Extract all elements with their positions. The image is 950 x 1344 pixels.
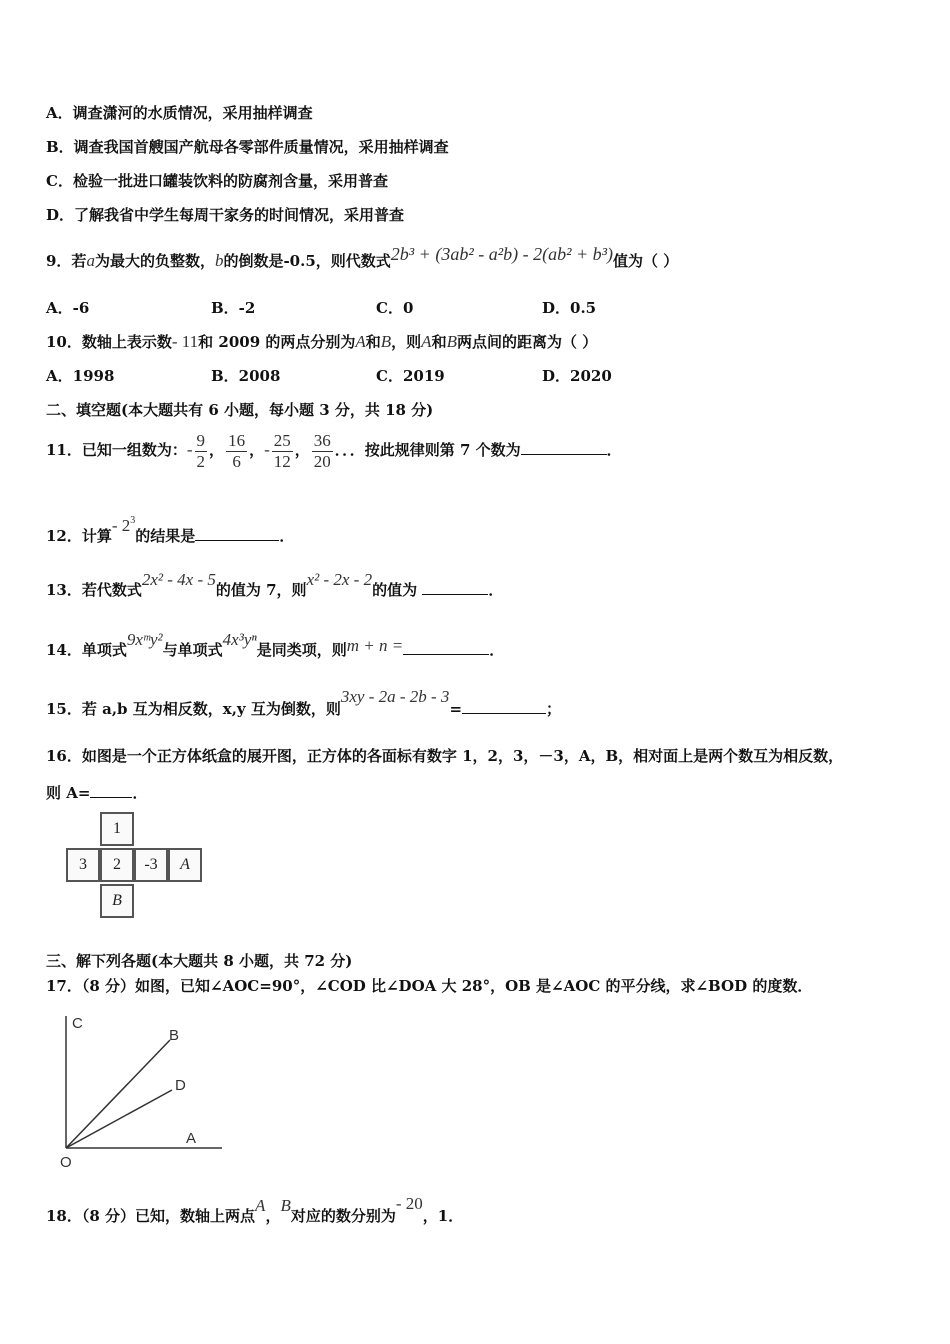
q10-option-b: B．2008 — [211, 367, 281, 385]
q8-option-c: C．检验一批进口罐装饮料的防腐剂含量，采用普查 — [46, 172, 388, 190]
q8-option-b: B．调查我国首艘国产航母各零部件质量情况，采用抽样调查 — [46, 138, 449, 156]
q13-end: ． — [488, 581, 504, 599]
question-15 — [46, 687, 562, 719]
question-11 — [46, 428, 622, 472]
q10-text-1: 和 2009 的两点分别为 — [198, 333, 356, 351]
q11-fraction-3 — [272, 431, 293, 472]
q18-prefix: 18．（8 分）已知，数轴上两点 — [46, 1207, 256, 1225]
q13-middle-text: 的值为 7，则 — [215, 581, 307, 599]
q13-suffix: 的值为 — [372, 581, 418, 599]
q11-fraction-1-numerator: 9 — [196, 430, 206, 450]
q12-prefix: 12．计算 — [46, 527, 112, 545]
label-c: C — [72, 1015, 83, 1032]
question-17: 17．（8 分）如图，已知∠AOC=90°，∠COD 比∠DOA 大 28°，OB 是∠AOC 的平分线，求∠BOD 的度数． — [46, 977, 813, 995]
q15-answer-blank[interactable] — [462, 699, 546, 714]
q11-fraction-2-numerator: 16 — [228, 430, 246, 450]
q13-expression-1: 2x² - 4x - 5 — [141, 570, 216, 589]
q15-equals: = — [449, 700, 463, 718]
q8-option-d: D．了解我省中学生每周干家务的时间情况，采用普查 — [46, 206, 405, 224]
q10-point-b: B — [380, 332, 392, 351]
q11-comma-2: ， — [249, 441, 265, 459]
q14-prefix: 14．单项式 — [46, 641, 127, 659]
question-16-line-2 — [46, 783, 147, 803]
q11-minus-2: - — [264, 440, 270, 459]
q12-suffix: 的结果是 — [135, 527, 196, 545]
q9-expression: 2b³ + (3ab² - a²b) - 2(ab² + b³) — [390, 244, 614, 264]
q9-var-a: a — [86, 251, 95, 270]
q9-option-b: B．-2 — [211, 299, 256, 317]
q11-minus-1: - — [186, 440, 193, 459]
q18-point-a: A — [255, 1196, 266, 1215]
q14-expression: m + n = — [346, 636, 404, 655]
q12-expression-base: - 2 — [111, 516, 131, 535]
q10-point-a: A — [355, 332, 366, 351]
q18-point-b: B — [280, 1196, 291, 1215]
q15-end: ； — [546, 700, 562, 718]
section-3-heading: 三、解下列各题(本大题共 8 小题，共 72 分) — [46, 952, 353, 970]
question-9 — [46, 244, 679, 271]
q11-answer-blank[interactable] — [521, 440, 607, 455]
q15-expression: 3xy - 2a - 2b - 3 — [340, 687, 450, 706]
section-2-heading: 二、填空题(本大题共有 6 小题，每小题 3 分，共 18 分) — [46, 401, 434, 419]
q12-expression — [112, 516, 135, 535]
q9-suffix: 值为（ ） — [613, 252, 679, 270]
q9-option-d: D．0.5 — [542, 299, 597, 317]
q12-end: ． — [279, 527, 295, 545]
q11-fraction-1 — [195, 431, 208, 472]
question-14 — [46, 630, 505, 660]
q15-prefix: 15．若 a,b 互为相反数，x,y 互为倒数，则 — [46, 700, 341, 718]
q13-answer-blank[interactable] — [422, 580, 488, 595]
q9-var-b: b — [214, 251, 224, 270]
q9-option-a: A．-6 — [46, 299, 90, 317]
label-o: O — [60, 1154, 72, 1170]
q11-fraction-3-denominator: 12 — [273, 451, 291, 471]
ray-ob — [66, 1040, 170, 1148]
label-a: A — [186, 1130, 197, 1147]
q11-fraction-4-denominator: 20 — [313, 451, 331, 471]
question-10 — [46, 332, 597, 352]
q10-option-a: A．1998 — [46, 367, 115, 385]
q18-comma: ， — [265, 1207, 281, 1225]
q8-option-a: A．调查潇河的水质情况，采用抽样调查 — [46, 104, 313, 122]
q18-middle-text: 对应的数分别为 — [290, 1207, 396, 1225]
q10-and-1: 和 — [365, 333, 381, 351]
q10-option-d: D．2020 — [542, 367, 612, 385]
net-cell-1: 3 — [66, 848, 100, 882]
q16-answer-blank[interactable] — [90, 783, 132, 798]
q14-middle-text: 与单项式 — [162, 641, 223, 659]
q11-fraction-2-denominator: 6 — [232, 451, 241, 471]
angle-diagram — [56, 1008, 228, 1170]
q14-monomial-1: 9xᵐy² — [126, 630, 163, 649]
q11-fraction-4-numerator: 36 — [313, 430, 331, 450]
question-13 — [46, 570, 504, 600]
question-16-line-1: 16．如图是一个正方体纸盒的展开图，正方体的各面标有数字 1，2，3，－3，A，B，相对面上是两个数互为相反数， — [46, 747, 844, 765]
question-12 — [46, 515, 295, 546]
net-cell-4: A — [168, 848, 202, 882]
q11-suffix: 按此规律则第 7 个数为 — [364, 441, 521, 459]
q11-end: ． — [606, 441, 622, 459]
question-18 — [46, 1194, 464, 1226]
q16-prefix: 则 A= — [46, 784, 91, 802]
q10-prefix: 10．数轴上表示数 — [46, 333, 172, 351]
q11-fraction-2 — [226, 431, 247, 472]
q9-option-c: C．0 — [376, 299, 414, 317]
q11-fraction-4 — [312, 431, 333, 472]
q14-monomial-2: 4x³yⁿ — [222, 630, 257, 649]
q10-option-c: C．2019 — [376, 367, 445, 385]
q13-prefix: 13．若代数式 — [46, 581, 142, 599]
q10-suffix: 两点间的距离为（ ） — [456, 333, 598, 351]
q11-prefix: 11．已知一组数为： — [46, 441, 187, 459]
net-cell-2: 2 — [100, 848, 134, 882]
q10-text-2: ，则 — [391, 333, 422, 351]
q10-point-a-2: A — [421, 332, 432, 351]
q11-comma-1: ， — [209, 441, 225, 459]
q11-fraction-3-numerator: 25 — [273, 430, 291, 450]
net-cell-bottom: B — [100, 884, 134, 918]
q10-number: - 11 — [171, 332, 199, 351]
q12-answer-blank[interactable] — [195, 526, 279, 541]
q13-expression-2: x² - 2x - 2 — [306, 570, 373, 589]
label-d: D — [175, 1077, 186, 1094]
q10-and-2: 和 — [431, 333, 447, 351]
ray-od — [66, 1090, 172, 1148]
label-b: B — [169, 1027, 180, 1044]
q18-number: - 20 — [395, 1194, 423, 1213]
net-cell-top: 1 — [100, 812, 134, 846]
q14-answer-blank[interactable] — [403, 640, 489, 655]
q14-end: ． — [489, 641, 505, 659]
q18-suffix: ，1． — [422, 1207, 464, 1225]
q9-text-1: 为最大的负整数， — [94, 252, 215, 270]
q11-ellipsis: ．．． — [334, 441, 365, 459]
q9-text-2: 的倒数是-0.5，则代数式 — [223, 252, 391, 270]
q11-fraction-1-denominator: 2 — [196, 451, 206, 471]
q12-exponent: 3 — [130, 515, 136, 526]
q10-point-b-2: B — [446, 332, 457, 351]
cube-net-figure — [66, 812, 208, 920]
q11-comma-3: ， — [294, 441, 310, 459]
q16-end: ． — [132, 784, 148, 802]
net-cell-3: -3 — [134, 848, 168, 882]
q9-prefix: 9．若 — [46, 252, 87, 270]
q14-text: 是同类项，则 — [256, 641, 347, 659]
